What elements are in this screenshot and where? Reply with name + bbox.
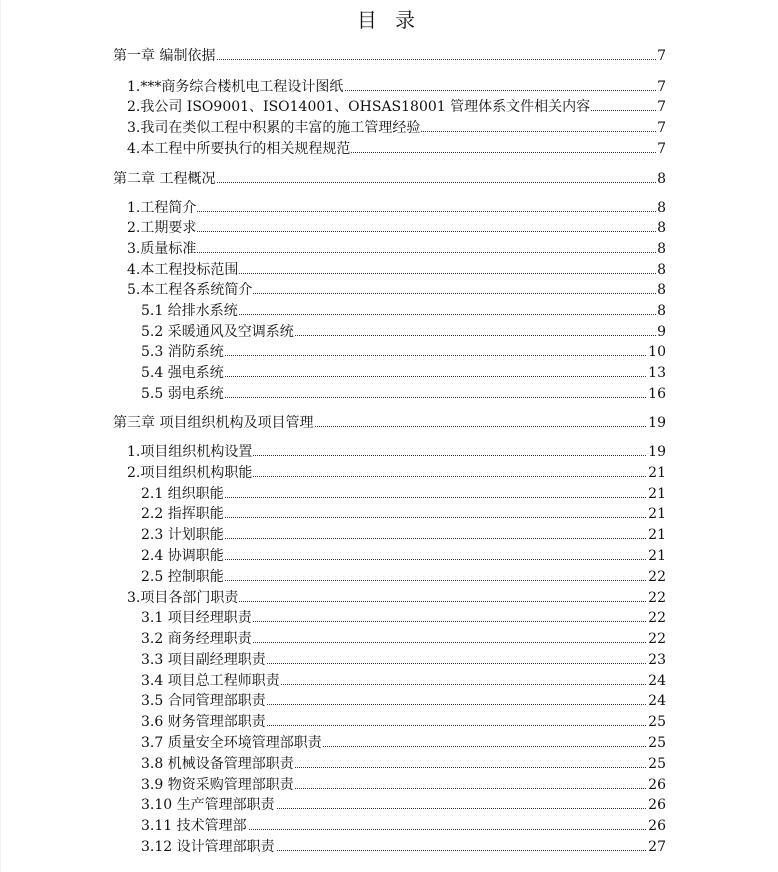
toc-entry[interactable] bbox=[0, 280, 778, 300]
toc-page-number: 7 bbox=[657, 79, 666, 95]
toc-page-number: 21 bbox=[648, 506, 666, 522]
toc-entry-label: 3.12 设计管理部职责 bbox=[141, 839, 275, 855]
toc-page-number: 22 bbox=[648, 590, 666, 606]
toc-page-number: 24 bbox=[648, 673, 666, 689]
toc-entry[interactable] bbox=[0, 484, 778, 504]
toc-page-number: 8 bbox=[657, 241, 666, 257]
toc-entry-label: 3.3 项目副经理职责 bbox=[141, 652, 266, 668]
toc-entry-label: 4.本工程投标范围 bbox=[127, 262, 239, 278]
toc-entry-label: 2.我公司 ISO9001、ISO14001、OHSAS18001 管理体系文件相关内容 bbox=[127, 99, 591, 115]
toc-page-number: 8 bbox=[657, 171, 666, 187]
toc-page-number: 22 bbox=[648, 569, 666, 585]
toc-page-number: 21 bbox=[648, 486, 666, 502]
toc-page-number: 25 bbox=[648, 735, 666, 751]
toc-page-number: 26 bbox=[648, 777, 666, 793]
toc-entry[interactable] bbox=[0, 239, 778, 259]
toc-leader-dots bbox=[127, 211, 666, 212]
toc-entry[interactable] bbox=[0, 342, 778, 362]
toc-entry-label: 3.9 物资采购管理部职责 bbox=[141, 777, 294, 793]
toc-entry-label: 2.1 组织职能 bbox=[141, 486, 224, 502]
toc-entry-label: 3.质量标准 bbox=[127, 241, 197, 257]
toc-chapter-entry[interactable] bbox=[0, 169, 778, 189]
toc-entry[interactable] bbox=[0, 442, 778, 462]
toc-entry-label: 2.2 指挥职能 bbox=[141, 506, 224, 522]
toc-leader-dots bbox=[127, 252, 666, 253]
toc-entry-label: 3.7 质量安全环境管理部职责 bbox=[141, 735, 322, 751]
toc-entry[interactable] bbox=[0, 363, 778, 383]
toc-page-number: 24 bbox=[648, 693, 666, 709]
toc-page-number: 22 bbox=[648, 631, 666, 647]
toc-entry[interactable] bbox=[0, 775, 778, 795]
toc-entry[interactable] bbox=[0, 198, 778, 218]
toc-page-number: 7 bbox=[657, 48, 666, 64]
toc-entry[interactable] bbox=[0, 712, 778, 732]
toc-entry-label: 1.项目组织机构设置 bbox=[127, 444, 253, 460]
toc-page-number: 8 bbox=[657, 200, 666, 216]
toc-entry-label: 2.项目组织机构职能 bbox=[127, 465, 253, 481]
toc-entry-label: 2.工期要求 bbox=[127, 220, 197, 236]
toc-page-number: 8 bbox=[657, 282, 666, 298]
toc-page-number: 7 bbox=[657, 99, 666, 115]
toc-entry-label: 3.8 机械设备管理部职责 bbox=[141, 756, 294, 772]
toc-entry[interactable] bbox=[0, 384, 778, 404]
toc-entry-label: 5.2 采暖通风及空调系统 bbox=[141, 324, 294, 340]
toc-entry[interactable] bbox=[0, 139, 778, 159]
toc-entry-label: 第一章 编制依据 bbox=[113, 48, 216, 64]
toc-entry[interactable] bbox=[0, 322, 778, 342]
toc-entry-label: 2.3 计划职能 bbox=[141, 527, 224, 543]
toc-chapter-entry[interactable] bbox=[0, 46, 778, 66]
toc-entry[interactable] bbox=[0, 795, 778, 815]
toc-page-number: 21 bbox=[648, 527, 666, 543]
toc-entry[interactable] bbox=[0, 691, 778, 711]
toc-entry[interactable] bbox=[0, 733, 778, 753]
toc-entry-label: 2.5 控制职能 bbox=[141, 569, 224, 585]
toc-page-number: 19 bbox=[648, 415, 666, 431]
toc-entry[interactable] bbox=[0, 463, 778, 483]
toc-entry[interactable] bbox=[0, 77, 778, 97]
toc-entry[interactable] bbox=[0, 837, 778, 857]
toc-entry[interactable] bbox=[0, 671, 778, 691]
toc-leader-dots bbox=[127, 231, 666, 232]
toc-entry[interactable] bbox=[0, 260, 778, 280]
toc-page-number: 26 bbox=[648, 818, 666, 834]
toc-entry-label: 3.2 商务经理职责 bbox=[141, 631, 252, 647]
toc-entry[interactable] bbox=[0, 118, 778, 138]
toc-entry-label: 第三章 项目组织机构及项目管理 bbox=[113, 415, 314, 431]
toc-entry[interactable] bbox=[0, 301, 778, 321]
toc-entry-label: 5.本工程各系统简介 bbox=[127, 282, 253, 298]
toc-chapter-entry[interactable] bbox=[0, 413, 778, 433]
toc-entry-label: 3.10 生产管理部职责 bbox=[141, 797, 275, 813]
toc-entry-label: 5.4 强电系统 bbox=[141, 365, 224, 381]
toc-entry[interactable] bbox=[0, 608, 778, 628]
toc-page-number: 23 bbox=[648, 652, 666, 668]
toc-page-number: 7 bbox=[657, 120, 666, 136]
toc-entry[interactable] bbox=[0, 588, 778, 608]
toc-page-number: 25 bbox=[648, 756, 666, 772]
toc-entry[interactable] bbox=[0, 525, 778, 545]
toc-entry[interactable] bbox=[0, 567, 778, 587]
toc-entry[interactable] bbox=[0, 650, 778, 670]
toc-entry-label: 2.4 协调职能 bbox=[141, 548, 224, 564]
toc-entry[interactable] bbox=[0, 504, 778, 524]
toc-page-number: 8 bbox=[657, 303, 666, 319]
toc-entry-label: 3.11 技术管理部 bbox=[141, 818, 247, 834]
toc-entry[interactable] bbox=[0, 546, 778, 566]
toc-page-number: 21 bbox=[648, 465, 666, 481]
toc-page-number: 7 bbox=[657, 141, 666, 157]
toc-entry-label: 3.5 合同管理部职责 bbox=[141, 693, 266, 709]
toc-entry-label: 4.本工程中所要执行的相关规程规范 bbox=[127, 141, 351, 157]
toc-entry[interactable] bbox=[0, 97, 778, 117]
toc-page-number: 16 bbox=[648, 386, 666, 402]
toc-entry[interactable] bbox=[0, 754, 778, 774]
toc-page-number: 21 bbox=[648, 548, 666, 564]
toc-entry-label: 第二章 工程概况 bbox=[113, 171, 216, 187]
toc-page-number: 26 bbox=[648, 797, 666, 813]
toc-page-number: 8 bbox=[657, 220, 666, 236]
toc-page-number: 9 bbox=[657, 324, 666, 340]
toc-entry-label: 5.5 弱电系统 bbox=[141, 386, 224, 402]
toc-page-number: 10 bbox=[648, 344, 666, 360]
toc-entry-label: 1.***商务综合楼机电工程设计图纸 bbox=[127, 79, 344, 95]
toc-entry-label: 5.1 给排水系统 bbox=[141, 303, 238, 319]
toc-entry-label: 3.我司在类似工程中积累的丰富的施工管理经验 bbox=[127, 120, 421, 136]
toc-page-number: 25 bbox=[648, 714, 666, 730]
toc-entry[interactable] bbox=[0, 816, 778, 836]
toc-entry-label: 5.3 消防系统 bbox=[141, 344, 224, 360]
toc-entry-label: 3.项目各部门职责 bbox=[127, 590, 239, 606]
toc-page-number: 27 bbox=[648, 839, 666, 855]
toc-entry-label: 3.6 财务管理部职责 bbox=[141, 714, 266, 730]
toc-entry-label: 1.工程简介 bbox=[127, 200, 197, 216]
toc-entry-label: 3.1 项目经理职责 bbox=[141, 610, 252, 626]
toc-page-number: 19 bbox=[648, 444, 666, 460]
toc-page-number: 8 bbox=[657, 262, 666, 278]
toc-page-number: 22 bbox=[648, 610, 666, 626]
toc-entry[interactable] bbox=[0, 629, 778, 649]
toc-entry-label: 3.4 项目总工程师职责 bbox=[141, 673, 280, 689]
toc-title: 目 录 bbox=[356, 8, 422, 32]
toc-page-number: 13 bbox=[648, 365, 666, 381]
toc-entry[interactable] bbox=[0, 218, 778, 238]
